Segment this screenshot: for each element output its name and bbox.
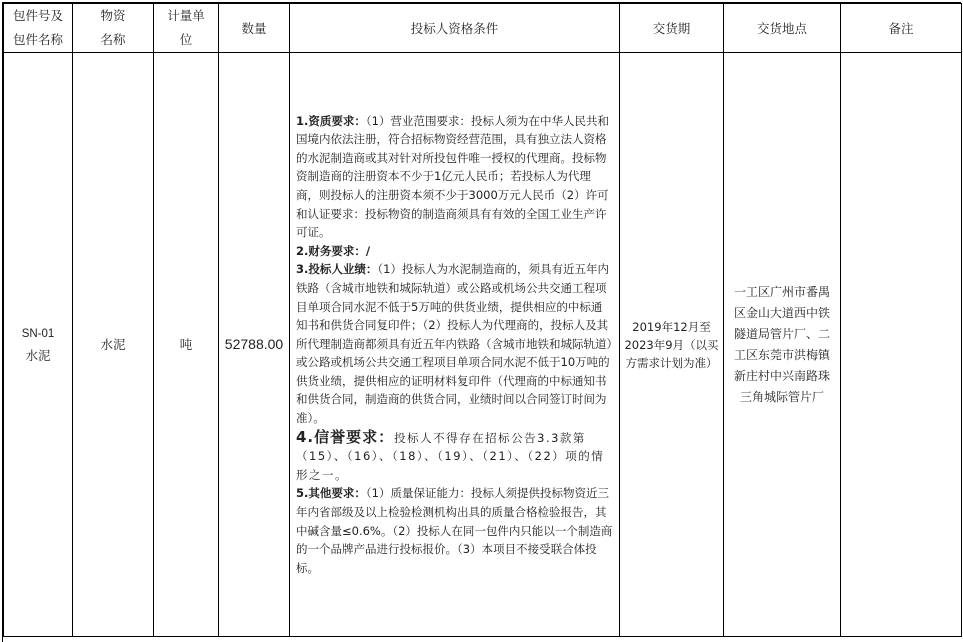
header-remarks: 备注 <box>841 4 962 53</box>
condition-1-text: （1）营业范围要求：投标人须为在中华人民共和国境内依法注册，符合招标物资经营范围，具有独立法人资格的水泥制造商或其对针对所投包件唯一授权的代理商。投标物资制造商的注册资本不少于1亿元人民币；若投标人为代理商，则投标人的注册资本须不少于3000万元人民币（2）许可和认证要求：投标物资的制造商须具有有效的全国工业生产许可证。 <box>296 113 609 240</box>
package-name: 水泥 <box>25 347 51 363</box>
header-package-line1: 包件号及 <box>12 8 63 23</box>
condition-1-title: 1.资质要求： <box>296 113 366 128</box>
condition-4-title: 4.信誉要求： <box>296 427 395 446</box>
condition-3-text: （1）投标人为水泥制造商的，须具有近五年内铁路（含城市地铁和城际轨道）或公路或机场公共交通工程项目单项合同水泥不低于5万吨的供货业绩，提供相应的中标通知书和供货合同复印件；（2）投标人为代理商的，投标人及其所代理制造商都须具有近五年内铁路（含城市地铁和城际轨道）或公路或机场公共交通工程项目单项合同水泥不低于10万吨的供货业绩，提供相应的证明材料复印件（代理商的中标通知书和供货合同，制造商的供货合同，业绩时间以合同签订时间为准）。 <box>296 262 613 426</box>
header-unit-line1: 计量单 <box>167 8 205 23</box>
header-material <box>73 4 154 53</box>
header-material-line1: 物资 <box>100 8 126 23</box>
header-unit-line2: 位 <box>179 32 193 47</box>
header-delivery-period: 交货期 <box>620 4 724 53</box>
condition-3 <box>296 260 613 427</box>
header-package-line2: 包件名称 <box>12 32 63 47</box>
condition-5 <box>296 484 613 577</box>
cell-delivery-period: 2019年12月至2023年9月（以买方需求计划为准） <box>620 53 724 637</box>
condition-3-title: 3.投标人业绩： <box>296 262 378 277</box>
header-quantity: 数量 <box>219 4 290 53</box>
header-delivery-place: 交货地点 <box>724 4 841 53</box>
condition-1 <box>296 112 613 242</box>
cell-unit: 吨 <box>154 53 219 637</box>
header-material-line2: 名称 <box>100 32 126 47</box>
cell-remarks <box>841 53 962 637</box>
condition-4 <box>296 428 613 485</box>
condition-2 <box>296 242 613 261</box>
table-row <box>4 53 962 637</box>
cell-material: 水泥 <box>73 53 154 637</box>
cell-quantity: 52788.00 <box>219 53 290 637</box>
header-row <box>4 4 962 53</box>
condition-2-title: 2.财务要求：/ <box>296 243 371 258</box>
header-unit <box>154 4 219 53</box>
condition-4-text: 投标人不得存在招标公告3.3款第（15）、（16）、（18）、（19）、（21）、（22）项的情形之一。 <box>296 430 605 482</box>
package-code: SN-01 <box>21 327 55 340</box>
cell-qualification <box>290 53 620 637</box>
bid-table <box>3 3 962 637</box>
header-qualification: 投标人资格条件 <box>290 4 620 53</box>
cell-package <box>4 53 73 637</box>
condition-5-text: （1）质量保证能力：投标人须提供投标物资近三年内省部级及以上检验检测机构出具的质量合格检验报告，其中碱含量≤0.6%。（2）投标人在同一包件内只能以一个制造商的一个品牌产品进行投标报价。（3）本项目不接受联合体投标。 <box>296 486 613 575</box>
header-package <box>4 4 73 53</box>
bid-table-wrapper <box>2 2 961 642</box>
condition-5-title: 5.其他要求： <box>296 486 366 501</box>
cell-delivery-place: 一工区广州市番禺区金山大道西中铁隧道局管片厂、二工区东莞市洪梅镇新庄村中兴南路珠三角城际管片厂 <box>724 53 841 637</box>
